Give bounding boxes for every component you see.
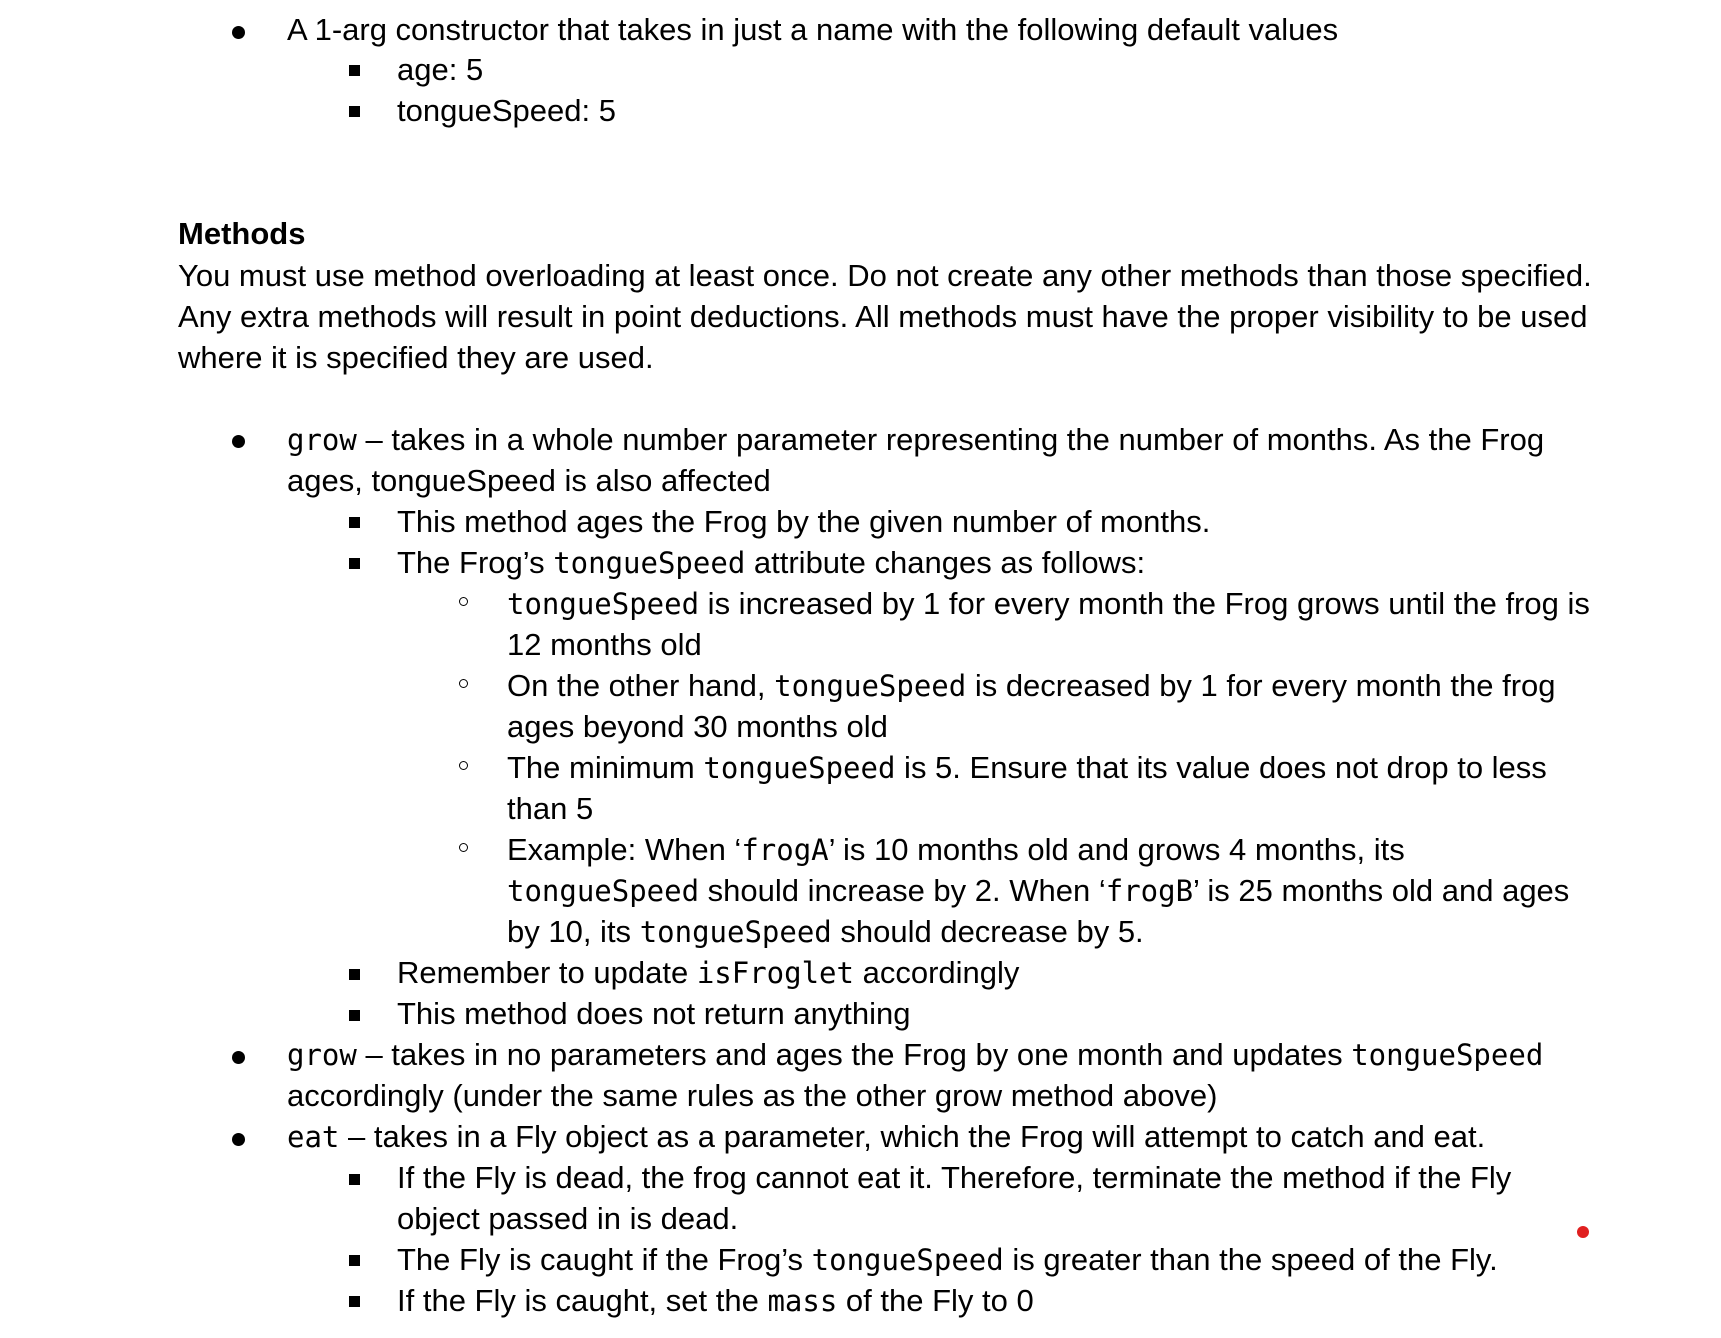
intro-line-1: You must use method overloading at least once. Do not create any other methods than those specified. bbox=[178, 258, 1592, 293]
eat-method-name: eat bbox=[287, 1120, 340, 1154]
default-age: age: 5 bbox=[397, 52, 484, 87]
example-line3: by 10, its tongueSpeed should decrease by 5. bbox=[507, 914, 1144, 949]
square-bullet bbox=[349, 969, 360, 980]
red-marker-dot bbox=[1577, 1226, 1589, 1238]
bullet-dot bbox=[232, 26, 245, 39]
grow1-sub1: This method ages the Frog by the given number of months. bbox=[397, 504, 1211, 539]
rule3-line1: The minimum tongueSpeed is 5. Ensure that its value does not drop to less bbox=[507, 750, 1547, 785]
eat-sub1-line2: object passed in is dead. bbox=[397, 1201, 739, 1236]
square-bullet bbox=[349, 1174, 360, 1185]
square-bullet bbox=[349, 1010, 360, 1021]
eat-sub2: The Fly is caught if the Frog’s tongueSpeed is greater than the speed of the Fly. bbox=[397, 1242, 1498, 1277]
square-bullet bbox=[349, 65, 360, 76]
methods-heading: Methods bbox=[178, 216, 306, 251]
eat-desc: eat – takes in a Fly object as a parameter, which the Frog will attempt to catch and eat. bbox=[287, 1119, 1486, 1154]
rule1-line2: 12 months old bbox=[507, 627, 702, 662]
grow-method-name: grow bbox=[287, 423, 357, 457]
bullet-dot bbox=[232, 435, 245, 448]
rule2-line1: On the other hand, tongueSpeed is decreased by 1 for every month the frog bbox=[507, 668, 1556, 703]
grow2-desc-line2: accordingly (under the same rules as the other grow method above) bbox=[287, 1078, 1218, 1113]
bullet-dot bbox=[232, 1133, 245, 1146]
grow-method-name: grow bbox=[287, 1038, 357, 1072]
square-bullet bbox=[349, 1296, 360, 1307]
constructor-bullet-text: A 1-arg constructor that takes in just a name with the following default values bbox=[287, 12, 1339, 47]
eat-sub3: If the Fly is caught, set the mass of the Fly to 0 bbox=[397, 1283, 1034, 1318]
circle-bullet bbox=[459, 761, 468, 770]
rule3-line2: than 5 bbox=[507, 791, 594, 826]
bullet-dot bbox=[232, 1051, 245, 1064]
square-bullet bbox=[349, 1255, 360, 1266]
grow2-desc-line1: grow – takes in no parameters and ages the Frog by one month and updates tongueSpeed bbox=[287, 1037, 1544, 1072]
eat-sub1-line1: If the Fly is dead, the frog cannot eat it. Therefore, terminate the method if the Fly bbox=[397, 1160, 1512, 1195]
example-line1: Example: When ‘frogA’ is 10 months old and grows 4 months, its bbox=[507, 832, 1405, 867]
circle-bullet bbox=[459, 843, 468, 852]
grow1-sub4: This method does not return anything bbox=[397, 996, 911, 1031]
square-bullet bbox=[349, 558, 360, 569]
grow1-desc-line1: grow – takes in a whole number parameter representing the number of months. As the Frog bbox=[287, 422, 1545, 457]
circle-bullet bbox=[459, 597, 468, 606]
default-tongue-speed: tongueSpeed: 5 bbox=[397, 93, 616, 128]
example-line2: tongueSpeed should increase by 2. When ‘frogB’ is 25 months old and ages bbox=[507, 873, 1570, 908]
intro-line-3: where it is specified they are used. bbox=[178, 340, 654, 375]
grow1-sub2: The Frog’s tongueSpeed attribute changes as follows: bbox=[397, 545, 1146, 580]
rule1-line1: tongueSpeed is increased by 1 for every month the Frog grows until the frog is bbox=[507, 586, 1590, 621]
intro-line-2: Any extra methods will result in point deductions. All methods must have the proper visibility to be used bbox=[178, 299, 1588, 334]
grow1-desc-line2: ages, tongueSpeed is also affected bbox=[287, 463, 771, 498]
rule2-line2: ages beyond 30 months old bbox=[507, 709, 888, 744]
square-bullet bbox=[349, 517, 360, 528]
grow1-sub3: Remember to update isFroglet accordingly bbox=[397, 955, 1020, 990]
circle-bullet bbox=[459, 679, 468, 688]
square-bullet bbox=[349, 106, 360, 117]
